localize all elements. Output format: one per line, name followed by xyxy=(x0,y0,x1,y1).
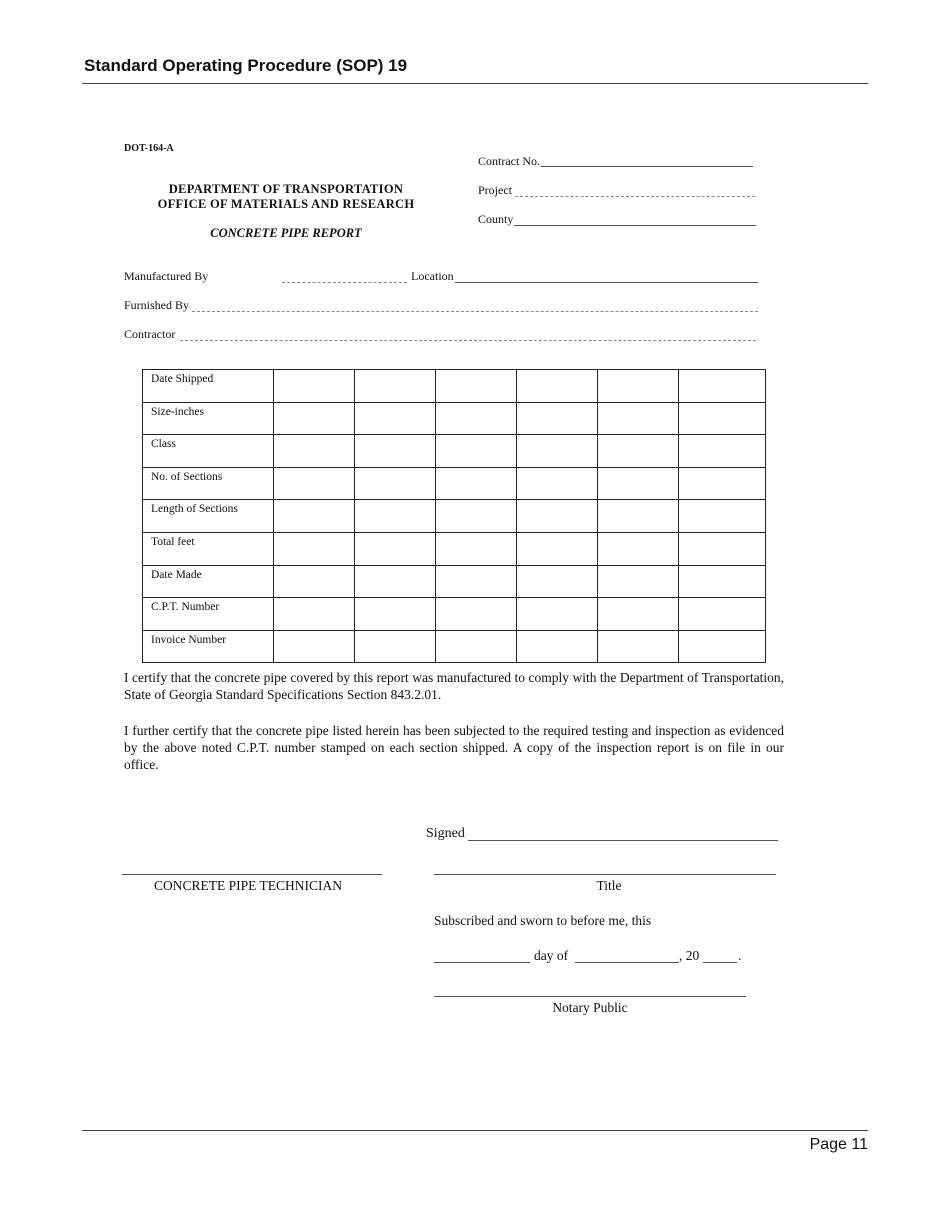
entry-cell[interactable] xyxy=(598,630,679,663)
year-field[interactable] xyxy=(703,962,737,963)
row-label: Size-inches xyxy=(143,402,274,435)
entry-cell[interactable] xyxy=(679,598,766,631)
entry-cell[interactable] xyxy=(436,532,517,565)
entry-cell[interactable] xyxy=(436,500,517,533)
entry-cell[interactable] xyxy=(436,598,517,631)
page-number: Page 11 xyxy=(809,1136,868,1153)
entry-cell[interactable] xyxy=(436,370,517,403)
table-row xyxy=(143,435,766,468)
manufactured-by-label: Manufactured By xyxy=(124,269,209,283)
page-header-title: Standard Operating Procedure (SOP) 19 xyxy=(84,56,408,75)
row-label: C.P.T. Number xyxy=(143,598,274,631)
entry-cell[interactable] xyxy=(517,435,598,468)
entry-cell[interactable] xyxy=(517,598,598,631)
entry-cell[interactable] xyxy=(598,598,679,631)
form-number: DOT-164-A xyxy=(124,143,174,154)
entry-cell[interactable] xyxy=(274,532,355,565)
location-label: Location xyxy=(411,269,454,283)
entry-cell[interactable] xyxy=(355,532,436,565)
contractor-field[interactable] xyxy=(180,340,756,341)
entry-cell[interactable] xyxy=(436,630,517,663)
contract-no-label: Contract No. xyxy=(478,154,540,168)
technician-label: CONCRETE PIPE TECHNICIAN xyxy=(153,878,342,893)
project-label: Project xyxy=(478,183,512,197)
entry-cell[interactable] xyxy=(679,565,766,598)
entry-cell[interactable] xyxy=(679,532,766,565)
table-row xyxy=(143,598,766,631)
entry-cell[interactable] xyxy=(598,370,679,403)
technician-line[interactable] xyxy=(122,874,382,875)
table-row xyxy=(143,467,766,500)
entry-cell[interactable] xyxy=(436,435,517,468)
notary-field[interactable] xyxy=(434,996,746,997)
entry-cell[interactable] xyxy=(517,630,598,663)
entry-cell[interactable] xyxy=(517,402,598,435)
entry-cell[interactable] xyxy=(274,598,355,631)
entry-cell[interactable] xyxy=(436,565,517,598)
entry-cell[interactable] xyxy=(598,565,679,598)
certification-paragraph-1: I certify that the concrete pipe covered by this report was manufactured to comply with the Department of Transportation, State of Georgia Standard Specifications Section 843.2.01. xyxy=(124,670,784,702)
certification-paragraph-2: I further certify that the concrete pipe listed herein has been subjected to the required testing and inspection as evidenced by the above noted C.P.T. number stamped on each section shipped. A copy of the inspection report is on file in our office. xyxy=(124,723,784,772)
department-heading: DEPARTMENT OF TRANSPORTATION xyxy=(168,182,404,196)
entry-cell[interactable] xyxy=(274,435,355,468)
office-heading: OFFICE OF MATERIALS AND RESEARCH xyxy=(157,197,415,211)
table-row xyxy=(143,630,766,663)
project-field[interactable] xyxy=(515,196,755,197)
table-row xyxy=(143,532,766,565)
entry-cell[interactable] xyxy=(355,630,436,663)
furnished-by-field[interactable] xyxy=(192,311,758,312)
header-divider xyxy=(82,83,868,84)
year-prefix-label: , 20 xyxy=(679,948,700,963)
row-label: Class xyxy=(143,435,274,468)
furnished-by-label: Furnished By xyxy=(124,298,190,312)
entry-cell[interactable] xyxy=(355,435,436,468)
entry-cell[interactable] xyxy=(598,467,679,500)
row-label: Date Shipped xyxy=(143,370,274,403)
entry-cell[interactable] xyxy=(436,467,517,500)
entry-cell[interactable] xyxy=(679,402,766,435)
entry-cell[interactable] xyxy=(274,565,355,598)
entry-cell[interactable] xyxy=(517,532,598,565)
entry-cell[interactable] xyxy=(598,435,679,468)
entry-cell[interactable] xyxy=(355,402,436,435)
contractor-label: Contractor xyxy=(124,327,176,341)
row-label: Length of Sections xyxy=(143,500,274,533)
day-field[interactable] xyxy=(434,962,530,963)
entry-cell[interactable] xyxy=(517,467,598,500)
contract-no-field[interactable] xyxy=(541,166,753,167)
entry-cell[interactable] xyxy=(598,402,679,435)
footer-divider xyxy=(82,1130,868,1131)
notary-label: Notary Public xyxy=(552,1000,628,1015)
table-row xyxy=(143,500,766,533)
entry-cell[interactable] xyxy=(517,565,598,598)
day-of-label: day of xyxy=(534,948,569,963)
entry-cell[interactable] xyxy=(355,370,436,403)
year-suffix-label: . xyxy=(738,948,742,963)
entry-cell[interactable] xyxy=(355,565,436,598)
entry-cell[interactable] xyxy=(517,370,598,403)
county-field[interactable] xyxy=(514,225,756,226)
title-label: Title xyxy=(596,878,622,893)
location-field[interactable] xyxy=(455,282,758,283)
signature-field[interactable] xyxy=(468,840,778,841)
row-label: Invoice Number xyxy=(143,630,274,663)
county-label: County xyxy=(478,212,514,226)
entry-cell[interactable] xyxy=(274,467,355,500)
entry-cell[interactable] xyxy=(598,532,679,565)
row-label: No. of Sections xyxy=(143,467,274,500)
report-title: CONCRETE PIPE REPORT xyxy=(210,226,362,240)
pipe-details-table xyxy=(142,369,766,663)
entry-cell[interactable] xyxy=(679,500,766,533)
subscribed-text: Subscribed and sworn to before me, this xyxy=(434,913,652,928)
entry-cell[interactable] xyxy=(355,598,436,631)
entry-cell[interactable] xyxy=(598,500,679,533)
entry-cell[interactable] xyxy=(679,435,766,468)
signed-label: Signed xyxy=(426,826,465,841)
entry-cell[interactable] xyxy=(679,370,766,403)
entry-cell[interactable] xyxy=(679,467,766,500)
manufactured-by-field[interactable] xyxy=(282,282,407,283)
table-row xyxy=(143,565,766,598)
title-field[interactable] xyxy=(434,874,776,875)
month-field[interactable] xyxy=(575,962,679,963)
row-label: Date Made xyxy=(143,565,274,598)
entry-cell[interactable] xyxy=(517,500,598,533)
entry-cell[interactable] xyxy=(274,370,355,403)
row-label: Total feet xyxy=(143,532,274,565)
entry-cell[interactable] xyxy=(436,402,517,435)
entry-cell[interactable] xyxy=(355,500,436,533)
table-row xyxy=(143,370,766,403)
entry-cell[interactable] xyxy=(274,402,355,435)
entry-cell[interactable] xyxy=(274,630,355,663)
entry-cell[interactable] xyxy=(355,467,436,500)
entry-cell[interactable] xyxy=(679,630,766,663)
entry-cell[interactable] xyxy=(274,500,355,533)
table-row xyxy=(143,402,766,435)
